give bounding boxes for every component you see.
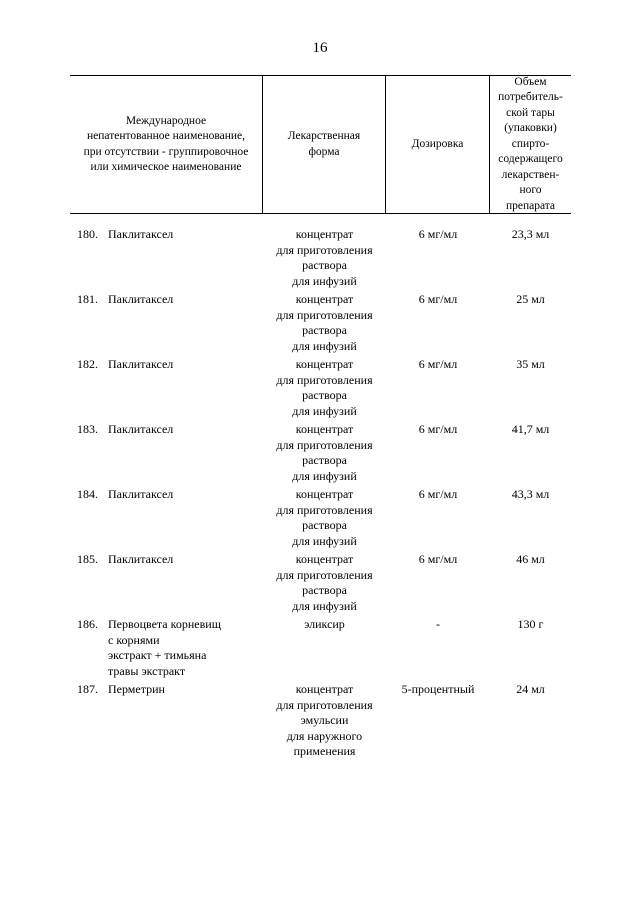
volume: 130 г xyxy=(517,617,544,631)
volume: 25 мл xyxy=(516,292,545,306)
dosage: 6 мг/мл xyxy=(418,227,458,241)
dosage-form: концентрат для приготовления раствора для инфузий xyxy=(276,227,373,288)
dosage: 6 мг/мл xyxy=(418,487,458,501)
dosage-form: эликсир xyxy=(304,617,345,631)
volume: 46 мл xyxy=(516,552,545,566)
dosage: 6 мг/мл xyxy=(418,552,458,566)
dosage-form: концентрат для приготовления раствора для инфузий xyxy=(276,292,373,353)
row-number: 181. xyxy=(77,292,98,306)
header-col-form-label: Лекарственная форма xyxy=(287,130,361,158)
drug-name: Паклитаксел xyxy=(108,422,174,436)
table-row xyxy=(70,682,571,760)
drug-name: Паклитаксел xyxy=(108,487,174,501)
dosage-form: концентрат для приготовления раствора для инфузий xyxy=(276,357,373,418)
page-number: 16 xyxy=(312,40,328,56)
dosage: 6 мг/мл xyxy=(418,357,458,371)
dosage-form: концентрат для приготовления эмульсии для наружного применения xyxy=(276,682,373,758)
header-col-volume xyxy=(490,76,571,213)
table-row xyxy=(70,357,571,419)
header-col-volume-label: Объем потребитель- ской тары (упаковки) спирто- содержащего лекарствен- ного препарата xyxy=(498,75,563,212)
header-col-form xyxy=(263,76,386,213)
row-number: 185. xyxy=(77,552,98,566)
dosage: 6 мг/мл xyxy=(418,292,458,306)
table-header xyxy=(70,75,571,214)
table-row xyxy=(70,292,571,354)
header-col-dose xyxy=(386,76,490,213)
table-row xyxy=(70,617,571,679)
header-col-name xyxy=(70,76,263,213)
table-row xyxy=(70,487,571,549)
dosage: 5-процентный xyxy=(401,682,475,696)
dosage: - xyxy=(436,617,440,631)
drug-name: Паклитаксел xyxy=(108,357,174,371)
header-col-name-label: Международное непатентованное наименование, при отсутствии - группировочное или химическое наименование xyxy=(83,114,249,173)
table-row xyxy=(70,422,571,484)
drug-name: Перметрин xyxy=(108,682,165,696)
table-body xyxy=(70,227,571,763)
volume: 35 мл xyxy=(516,357,545,371)
volume: 43,3 мл xyxy=(511,487,550,501)
dosage-form: концентрат для приготовления раствора для инфузий xyxy=(276,487,373,548)
drug-name: Паклитаксел xyxy=(108,552,174,566)
drug-name: Первоцвета корневищ с корнями экстракт + тимьяна травы экстракт xyxy=(108,617,221,678)
row-number: 182. xyxy=(77,357,98,371)
drug-name: Паклитаксел xyxy=(108,227,174,241)
dosage-form: концентрат для приготовления раствора для инфузий xyxy=(276,552,373,613)
header-col-dose-label: Дозировка xyxy=(411,137,464,150)
volume: 41,7 мл xyxy=(511,422,550,436)
row-number: 186. xyxy=(77,617,98,631)
row-number: 183. xyxy=(77,422,98,436)
row-number: 184. xyxy=(77,487,98,501)
row-number: 180. xyxy=(77,227,98,241)
table-row xyxy=(70,552,571,614)
volume: 24 мл xyxy=(516,682,545,696)
volume: 23,3 мл xyxy=(511,227,550,241)
row-number: 187. xyxy=(77,682,98,696)
table-row xyxy=(70,227,571,289)
dosage-form: концентрат для приготовления раствора для инфузий xyxy=(276,422,373,483)
drug-name: Паклитаксел xyxy=(108,292,174,306)
dosage: 6 мг/мл xyxy=(418,422,458,436)
